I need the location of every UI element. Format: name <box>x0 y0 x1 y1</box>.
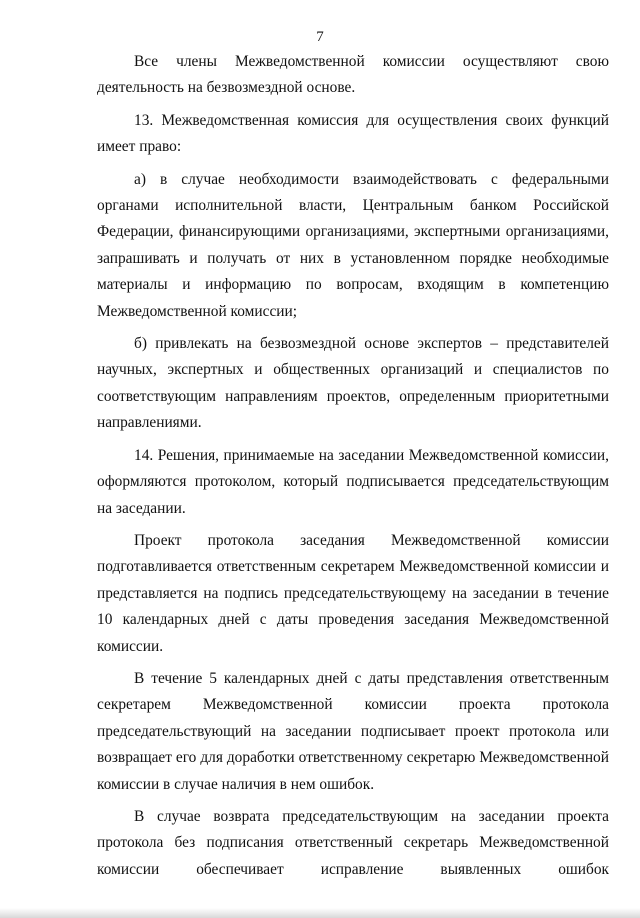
document-body <box>97 49 609 883</box>
paragraph-commission-members: Все члены Межведомственной комиссии осуществляют свою деятельность на безвозмездной основе. <box>97 53 609 97</box>
page-number: 7 <box>316 29 324 45</box>
paragraph-14-decisions: 14. Решения, принимаемые на заседании Межведомственной комиссии, оформляются протоколом, который подписывается председательствующим на заседании. <box>97 446 609 517</box>
page-bottom-edge <box>0 908 640 918</box>
paragraph-13-item-a: а) в случае необходимости взаимодействовать с федеральными органами исполнительной власти, Центральным банком Российской Федерации, финансирующими организациями, экспертными организациями, запрашивать и получать от них в установленном порядке необходимые материалы и информацию по вопросам, входящим в компетенцию Межведомственной комиссии; <box>97 170 609 320</box>
paragraph-13-rights: 13. Межведомственная комиссия для осуществления своих функций имеет право: <box>97 111 609 156</box>
paragraph-signing-period: В течение 5 календарных дней с даты представления ответственным секретарем Межведомственной комиссии проекта протокола председательствующий на заседании подписывает проект протокола или возвращает его для доработки ответственному секретарю Межведомственной комиссии в случае наличия в нем ошибок. <box>97 669 609 793</box>
paragraph-13-item-b: б) привлекать на безвозмездной основе экспертов – представителей научных, экспертных и общественных организаций и специалистов по соответствующим направлениям проектов, определенным приоритетными направлениями. <box>97 335 609 432</box>
paragraph-protocol-return: В случае возврата председательствующим на заседании проекта протокола без подписания ответственный секретарь Межведомственной комиссии обеспечивает исправление выявленных ошибок <box>97 807 609 878</box>
paragraph-draft-protocol: Проект протокола заседания Межведомственной комиссии подготавливается ответственным секретарем Межведомственной комиссии и представляется на подпись председательствующему на заседании в течение 10 календарных дней с даты проведения заседания Межведомственной комиссии. <box>97 531 609 655</box>
